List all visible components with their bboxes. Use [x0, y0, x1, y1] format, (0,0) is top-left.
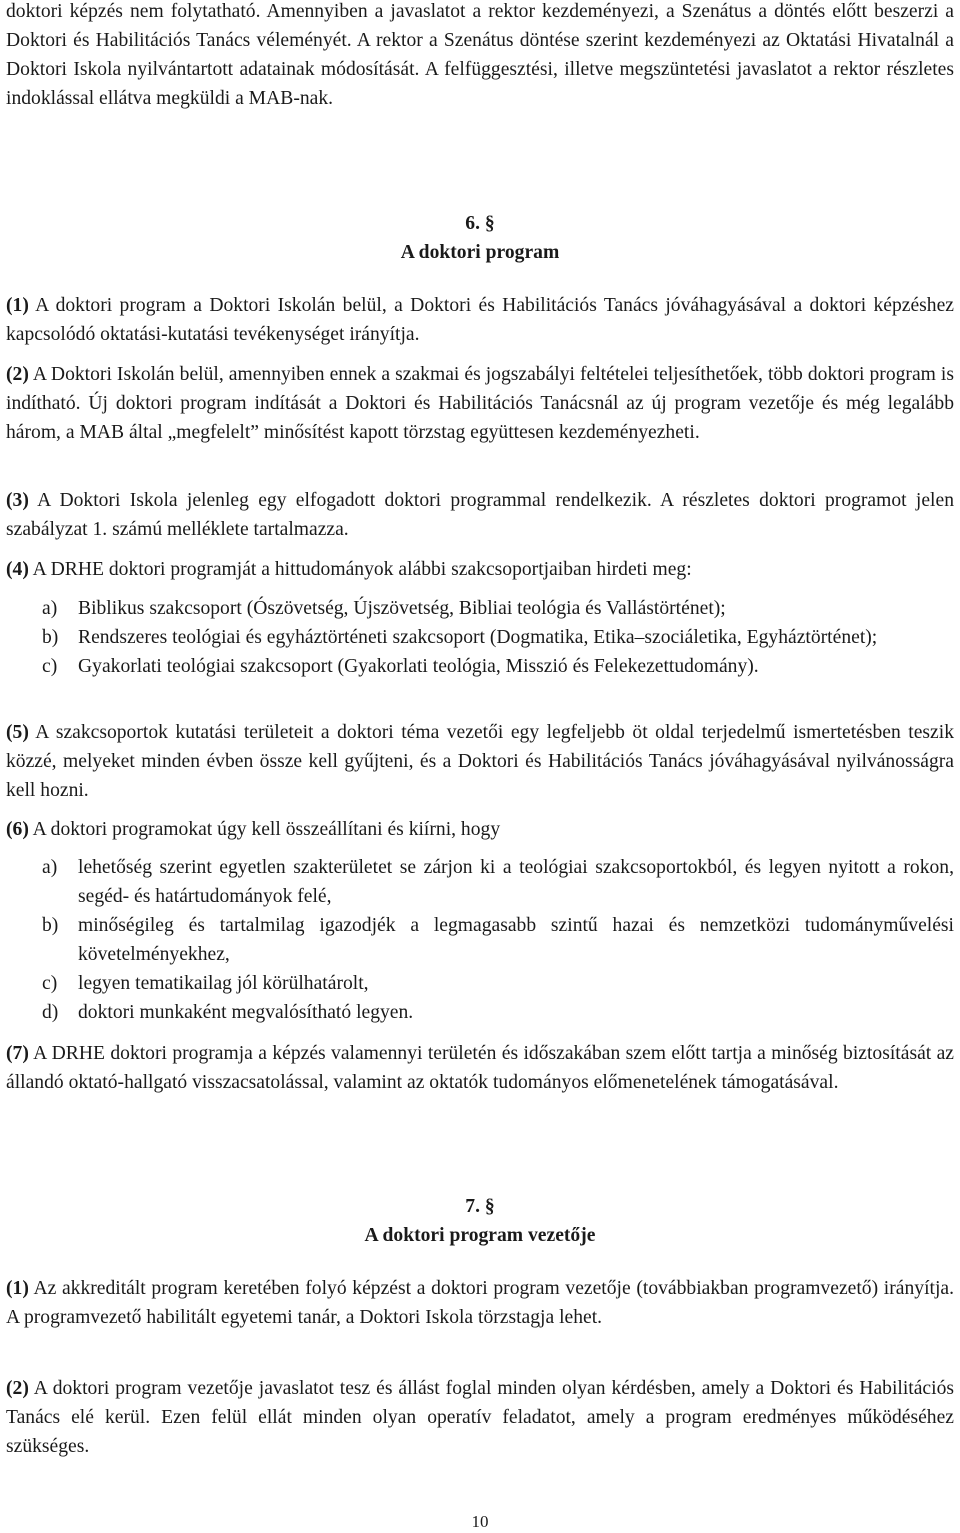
section-6-paragraph-5: (5) A szakcsoportok kutatási területeit a doktori téma vezetői egy legfeljebb öt oldal terjedelmű ismertetésben teszik közzé, melyeket minden évben össze kell gyűjteni, és a Doktori és Habilitációs Tanács jóváhagyásával nyilvánosságra kell hozni. [6, 722, 954, 801]
list-item: c) Gyakorlati teológiai szakcsoport (Gyakorlati teológia, Misszió és Felekezettudomány). [42, 656, 759, 677]
paragraph-number: (2) [6, 364, 29, 385]
section-7-paragraph-1: (1) Az akkreditált program keretében folyó képzést a doktori program vezetője (továbbiakban programvezető) irányítja. A programvezető habilitált egyetemi tanár, a Doktori Iskola törzstagja lehet. [6, 1278, 954, 1328]
list-item: a) lehetőség szerint egyetlen szakterületet se zárjon ki a teológiai szakcsoportokból, és legyen nyitott a rokon, segéd- és határtudományok felé, [42, 857, 954, 907]
section-7-heading [6, 1192, 954, 1250]
section-6-number: 6. § [465, 213, 495, 234]
section-6-paragraph-2: (2) A Doktori Iskolán belül, amennyiben ennek a szakmai és jogszabályi feltételei teljesíthetőek, több doktori program is indítható. Új doktori program indítását a Doktori és Habilitációs Tanácsnál az új program vezetője és még legalább három, a MAB által „megfelelt” minősítést kapott törzstag együttesen kezdeményezheti. [6, 364, 954, 443]
section-6-heading [6, 209, 954, 267]
intro-paragraph: doktori képzés nem folytatható. Amennyiben a javaslatot a rektor kezdeményezi, a Szenátus a döntés előtt beszerzi a Doktori és Habilitációs Tanács véleményét. A rektor a Szenátus döntése szerint kezdeményezi az Oktatási Hivatalnál a Doktori Iskola nyilvántartott adatainak módosítását. A felfüggesztési, illetve megszüntetési javaslatot a rektor részletes indoklással ellátva megküldi a MAB-nak. [6, 1, 954, 109]
section-6-title: A doktori program [400, 242, 560, 263]
section-6-paragraph-7: (7) A DRHE doktori programja a képzés valamennyi területén és időszakában szem előtt tartja a minőség biztosítását az állandó oktató-hallgató visszacsatolással, valamint az oktatók tudományos előmenetelének támogatásával. [6, 1043, 954, 1093]
section-6-paragraph-6: (6) A doktori programokat úgy kell összeállítani és kiírni, hogy [6, 819, 501, 840]
paragraph-number: (5) [6, 722, 29, 743]
page-number: 10 [471, 1512, 489, 1531]
section-6-p6-list [6, 853, 954, 1027]
section-6-paragraph-3: (3) A Doktori Iskola jelenleg egy elfogadott doktori programmal rendelkezik. A részletes doktori programot jelen szabályzat 1. számú melléklete tartalmazza. [6, 490, 954, 540]
list-item: d) doktori munkaként megvalósítható legyen. [42, 1002, 414, 1023]
section-7-number: 7. § [465, 1196, 495, 1217]
section-7-title: A doktori program vezetője [364, 1225, 596, 1246]
paragraph-number: (6) [6, 819, 29, 840]
list-item: b) Rendszeres teológiai és egyháztörténeti szakcsoport (Dogmatika, Etika–szociáletika, Egyháztörténet); [42, 627, 878, 648]
paragraph-number: (1) [6, 295, 29, 316]
paragraph-number: (7) [6, 1043, 29, 1064]
paragraph-number: (2) [6, 1378, 29, 1399]
paragraph-number: (1) [6, 1278, 29, 1299]
section-6-paragraph-1: (1) A doktori program a Doktori Iskolán belül, a Doktori és Habilitációs Tanács jóváhagyásával a doktori képzéshez kapcsolódó oktatási-kutatási tevékenységet irányítja. [6, 295, 954, 345]
paragraph-number: (4) [6, 559, 29, 580]
list-item: b) minőségileg és tartalmilag igazodjék a legmagasabb szintű hazai és nemzetközi tudományművelési követelményekhez, [42, 915, 954, 965]
section-7-paragraph-2: (2) A doktori program vezetője javaslatot tesz és állást foglal minden olyan kérdésben, amely a Doktori és Habilitációs Tanács elé kerül. Ezen felül ellát minden olyan operatív feladatot, amely a program eredményes működéséhez szükséges. [6, 1378, 954, 1457]
section-6-p4-list [6, 594, 954, 681]
section-6-paragraph-4: (4) A DRHE doktori programját a hittudományok alábbi szakcsoportjaiban hirdeti meg: [6, 559, 692, 580]
paragraph-number: (3) [6, 490, 29, 511]
list-item: c) legyen tematikailag jól körülhatárolt, [42, 973, 369, 994]
list-item: a) Biblikus szakcsoport (Ószövetség, Újszövetség, Bibliai teológia és Vallástörténet); [42, 598, 726, 619]
